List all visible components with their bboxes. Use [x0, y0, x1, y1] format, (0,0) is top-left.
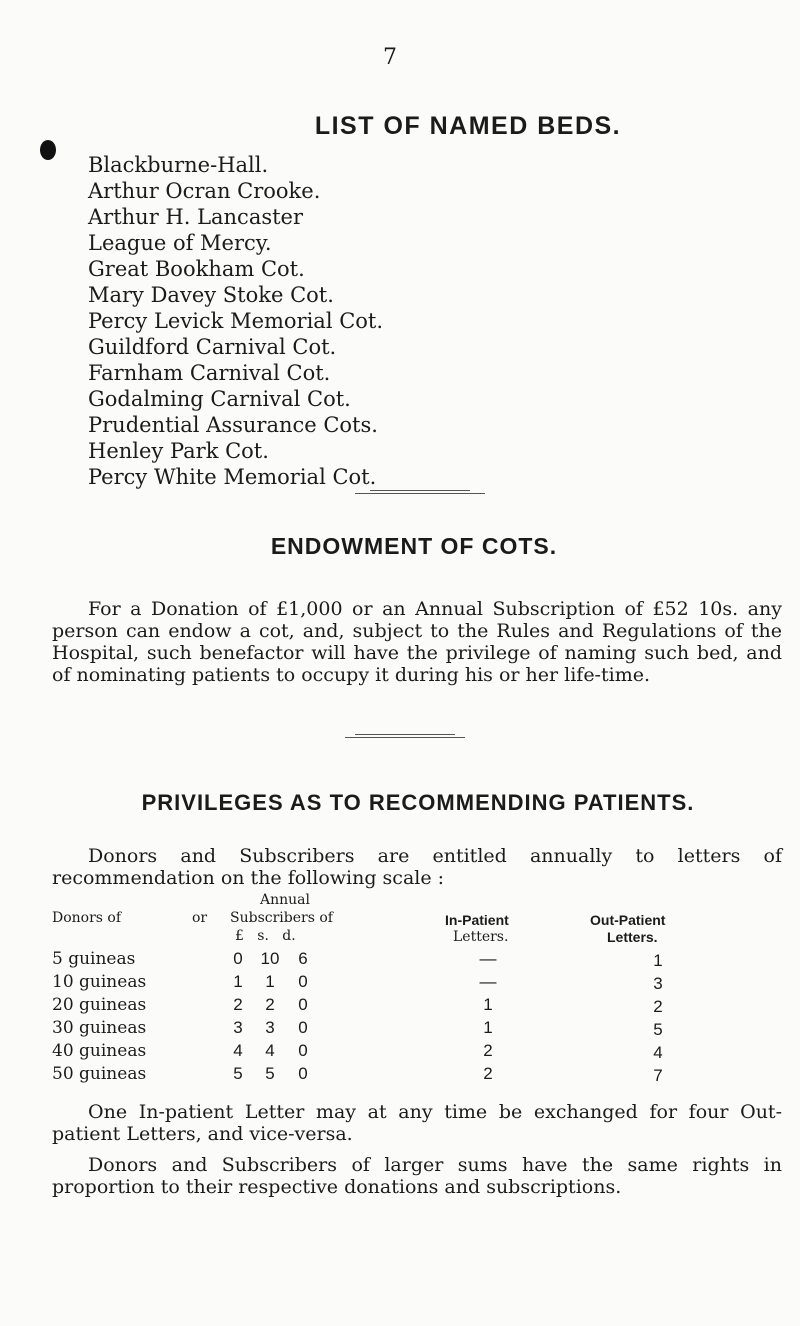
- cell-inpatient: 1: [483, 995, 493, 1014]
- cell-pounds: 4: [233, 1041, 243, 1060]
- cell-pence: 0: [298, 1041, 308, 1060]
- privileges-title: PRIVILEGES AS TO RECOMMENDING PATIENTS.: [141, 790, 695, 815]
- named-beds-title: LIST OF NAMED BEDS.: [314, 112, 622, 140]
- col-header-inpatient-letters: Letters.: [453, 929, 509, 945]
- endowment-title: ENDOWMENT OF COTS.: [270, 533, 558, 559]
- divider: [355, 734, 455, 735]
- cell-shillings: 5: [265, 1064, 275, 1083]
- cell-outpatient: 3: [653, 974, 663, 993]
- cell-outpatient: 4: [653, 1043, 663, 1062]
- cell-pounds: 3: [233, 1018, 243, 1037]
- col-header-donors: Donors of: [52, 910, 122, 926]
- col-header-lsd: £ s. d.: [235, 928, 296, 944]
- col-header-annual: Annual: [260, 892, 310, 908]
- list-item: Percy White Memorial Cot.: [88, 465, 377, 489]
- endowment-text: For a Donation of £1,000 or an Annual Subscription of £52 10s. any person can endow a cot, and, subject to the Rules and Regulations of the Hospital, such benefactor will have the privilege of naming such bed, and of nominating patients to occupy it during his or her life-time.: [52, 598, 782, 686]
- cell-donors: 5 guineas: [52, 949, 136, 969]
- cell-shillings: 4: [265, 1041, 275, 1060]
- cell-inpatient: 2: [483, 1064, 493, 1083]
- divider: [370, 490, 470, 491]
- cell-shillings: 3: [265, 1018, 275, 1037]
- cell-outpatient: 5: [653, 1020, 663, 1039]
- cell-shillings: 2: [265, 995, 275, 1014]
- col-header-or: or: [192, 910, 208, 926]
- cell-donors: 20 guineas: [52, 995, 147, 1015]
- cell-shillings: 10: [260, 949, 280, 968]
- list-item: Guildford Carnival Cot.: [88, 335, 337, 359]
- cell-donors: 30 guineas: [52, 1018, 147, 1038]
- divider: [345, 737, 465, 738]
- page-number: 7: [383, 45, 397, 70]
- cell-pounds: 2: [233, 995, 243, 1014]
- bullet-dot: [40, 140, 56, 160]
- named-beds-list: [88, 152, 383, 490]
- col-header-outpatient: Out-Patient: [590, 912, 666, 928]
- cell-outpatient: 2: [653, 997, 663, 1016]
- cell-pence: 6: [298, 949, 308, 968]
- cell-donors: 50 guineas: [52, 1064, 147, 1084]
- list-item: Farnham Carnival Cot.: [88, 361, 331, 385]
- cell-inpatient: —: [479, 949, 497, 968]
- cell-pounds: 0: [233, 949, 243, 968]
- cell-inpatient: 1: [483, 1018, 493, 1037]
- cell-pence: 0: [298, 1064, 308, 1083]
- exchange-note: One In-patient Letter may at any time be exchanged for four Out-patient Letters, and vice-versa.: [52, 1101, 782, 1145]
- list-item: Percy Levick Memorial Cot.: [88, 309, 384, 333]
- list-item: Great Bookham Cot.: [88, 257, 305, 281]
- list-item: Arthur Ocran Crooke.: [88, 179, 321, 203]
- cell-inpatient: 2: [483, 1041, 493, 1060]
- larger-sums-note: Donors and Subscribers of larger sums have the same rights in proportion to their respective donations and subscriptions.: [52, 1154, 782, 1198]
- cell-pounds: 5: [233, 1064, 243, 1083]
- cell-pence: 0: [298, 972, 308, 991]
- cell-shillings: 1: [265, 972, 275, 991]
- col-header-subscribers: Subscribers of: [230, 910, 333, 926]
- list-item: League of Mercy.: [88, 231, 272, 255]
- privileges-intro: Donors and Subscribers are entitled annually to letters of recommendation on the following scale :: [52, 845, 782, 889]
- cell-outpatient: 1: [653, 951, 663, 970]
- list-item: Arthur H. Lancaster: [88, 205, 304, 229]
- list-item: Blackburne-Hall.: [88, 153, 269, 177]
- list-item: Henley Park Cot.: [88, 439, 269, 463]
- col-header-outpatient-letters: Letters.: [607, 929, 658, 945]
- cell-pence: 0: [298, 1018, 308, 1037]
- divider: [355, 493, 485, 494]
- cell-donors: 10 guineas: [52, 972, 147, 992]
- list-item: Mary Davey Stoke Cot.: [88, 283, 334, 307]
- cell-pounds: 1: [233, 972, 243, 991]
- cell-pence: 0: [298, 995, 308, 1014]
- list-item: Godalming Carnival Cot.: [88, 387, 351, 411]
- cell-outpatient: 7: [653, 1066, 663, 1085]
- cell-donors: 40 guineas: [52, 1041, 147, 1061]
- col-header-inpatient: In-Patient: [445, 912, 509, 928]
- cell-inpatient: —: [479, 972, 497, 991]
- list-item: Prudential Assurance Cots.: [88, 413, 378, 437]
